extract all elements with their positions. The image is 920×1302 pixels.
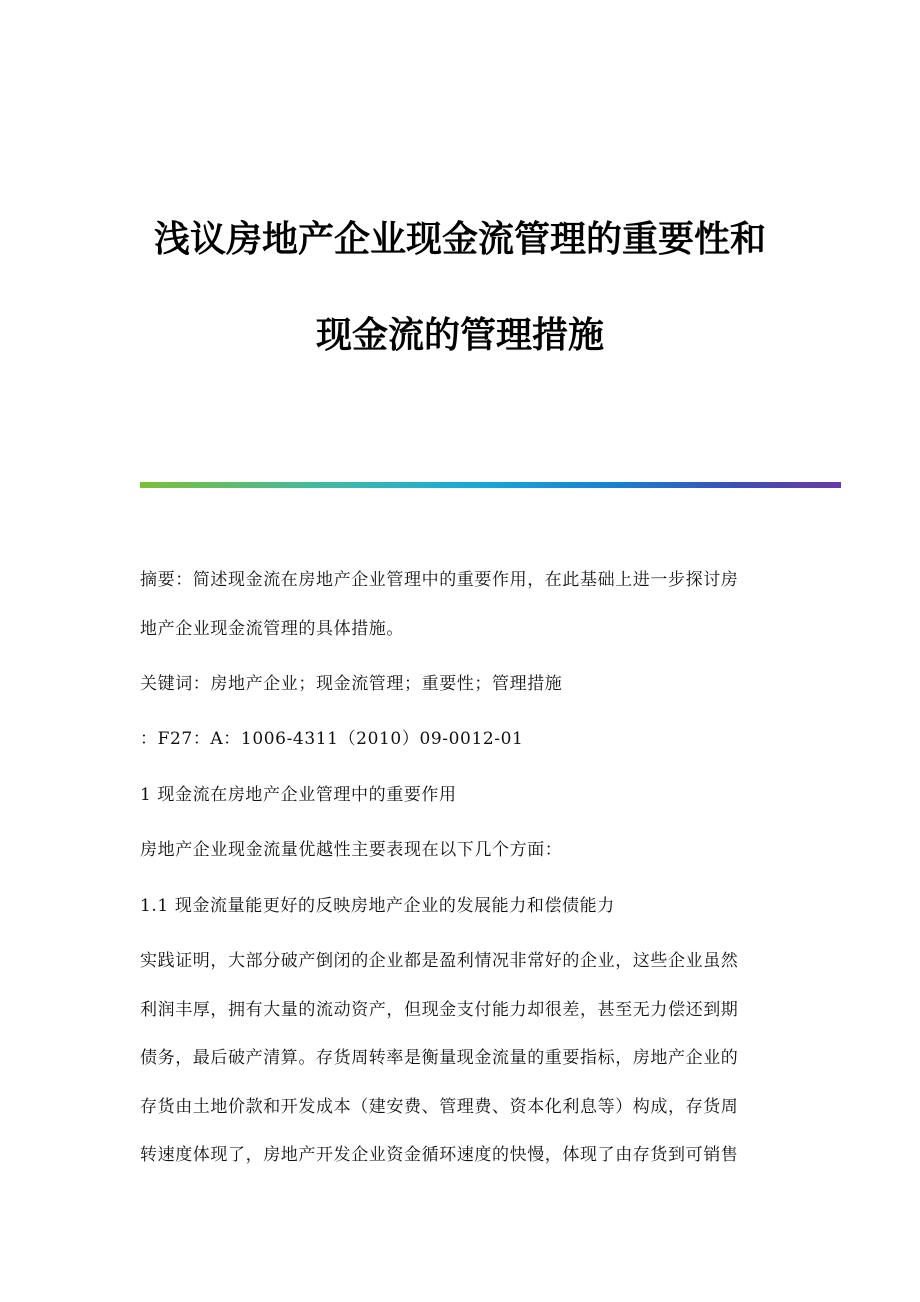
paragraph-intro: 房地产企业现金流量优越性主要表现在以下几个方面： bbox=[140, 840, 563, 860]
section-heading-1-1: 1.1 现金流量能更好的反映房地产企业的发展能力和偿债能力 bbox=[140, 896, 615, 916]
gradient-divider bbox=[140, 482, 841, 488]
section-heading-1: 1 现金流在房地产企业管理中的重要作用 bbox=[140, 785, 457, 805]
paragraph-line-2: 利润丰厚，拥有大量的流动资产，但现金支付能力却很差，甚至无力偿还到期 bbox=[140, 1000, 739, 1020]
title-line-1: 浅议房地产企业现金流管理的重要性和 bbox=[153, 219, 766, 260]
paragraph-line-5: 转速度体现了，房地产开发企业资金循环速度的快慢，体现了由存货到可销售 bbox=[140, 1145, 739, 1165]
paragraph-line-1: 实践证明，大部分破产倒闭的企业都是盈利情况非常好的企业，这些企业虽然 bbox=[140, 951, 739, 971]
keywords-line: 关键词：房地产企业；现金流管理；重要性；管理措施 bbox=[140, 674, 563, 694]
classification-line: ：F27：A：1006-4311（2010）09-0012-01 bbox=[140, 729, 524, 749]
title-line-2: 现金流的管理措施 bbox=[315, 315, 604, 356]
paragraph-line-3: 债务，最后破产清算。存货周转率是衡量现金流量的重要指标，房地产企业的 bbox=[140, 1048, 739, 1068]
abstract-line-1: 摘要：简述现金流在房地产企业管理中的重要作用，在此基础上进一步探讨房 bbox=[140, 570, 739, 590]
paragraph-line-4: 存货由土地价款和开发成本（建安费、管理费、资本化利息等）构成，存货周 bbox=[140, 1097, 739, 1117]
abstract-line-2: 地产企业现金流管理的具体措施。 bbox=[140, 619, 404, 639]
